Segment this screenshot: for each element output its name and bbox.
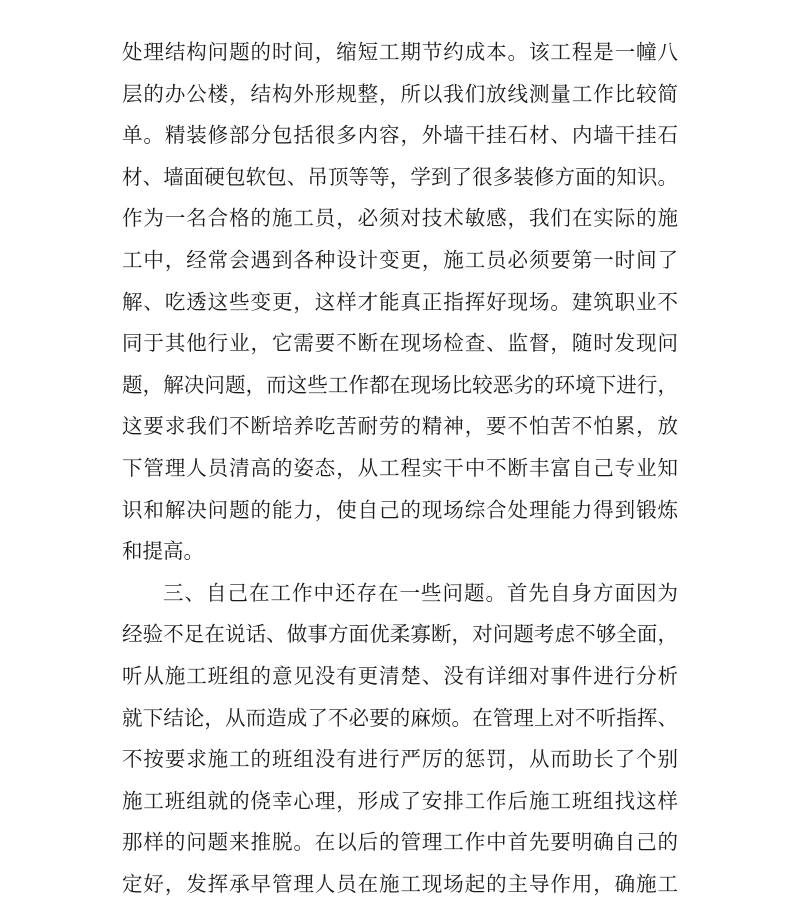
document-body — [122, 32, 678, 894]
paragraph-end-line: 和提高。 — [122, 539, 204, 564]
paragraph-line: 题，解决问题，而这些工作都在现场比较恶劣的环境下进行， — [122, 372, 678, 397]
paragraph-line: 识和解决问题的能力，使自己的现场综合处理能力得到锻炼 — [122, 497, 678, 522]
paragraph-line: 施工班组就的侥幸心理，形成了安排工作后施工班组找这样 — [122, 788, 678, 813]
paragraph-line: 工中，经常会遇到各种设计变更，施工员必须要第一时间了 — [122, 247, 678, 272]
paragraph-line: 经验不足在说话、做事方面优柔寡断，对问题考虑不够全面， — [122, 622, 678, 647]
paragraph-line: 这要求我们不断培养吃苦耐劳的精神，要不怕苦不怕累，放 — [122, 414, 678, 439]
paragraph-line: 层的办公楼，结构外形规整，所以我们放线测量工作比较简 — [122, 81, 678, 106]
paragraph-line: 作为一名合格的施工员，必须对技术敏感，我们在实际的施 — [122, 206, 678, 231]
paragraph-line: 单。精装修部分包括很多内容，外墙干挂石材、内墙干挂石 — [122, 123, 678, 148]
paragraph-line: 解、吃透这些变更，这样才能真正指挥好现场。建筑职业不 — [122, 289, 678, 314]
paragraph-line: 下管理人员清高的姿态，从工程实干中不断丰富自己专业知 — [122, 455, 678, 480]
paragraph-line: 听从施工班组的意见没有更清楚、没有详细对事件进行分析 — [122, 663, 678, 688]
paragraph-line-clipped: 定好，发挥承早管理人员在施工现场起的主导作用，确施工 — [122, 871, 678, 896]
section-heading-line: 三、自己在工作中还存在一些问题。首先自身方面因为 — [163, 580, 678, 605]
paragraph-line: 那样的问题来推脱。在以后的管理工作中首先要明确自己的 — [122, 830, 678, 855]
paragraph-line: 材、墙面硬包软包、吊顶等等，学到了很多装修方面的知识。 — [122, 164, 678, 189]
paragraph-line: 同于其他行业，它需要不断在现场检查、监督，随时发现问 — [122, 331, 678, 356]
paragraph-line: 处理结构问题的时间，缩短工期节约成本。该工程是一幢八 — [122, 40, 678, 64]
paragraph-line: 不按要求施工的班组没有进行严厉的惩罚，从而助长了个别 — [122, 747, 678, 772]
paragraph-line: 就下结论，从而造成了不必要的麻烦。在管理上对不听指挥、 — [122, 705, 678, 730]
